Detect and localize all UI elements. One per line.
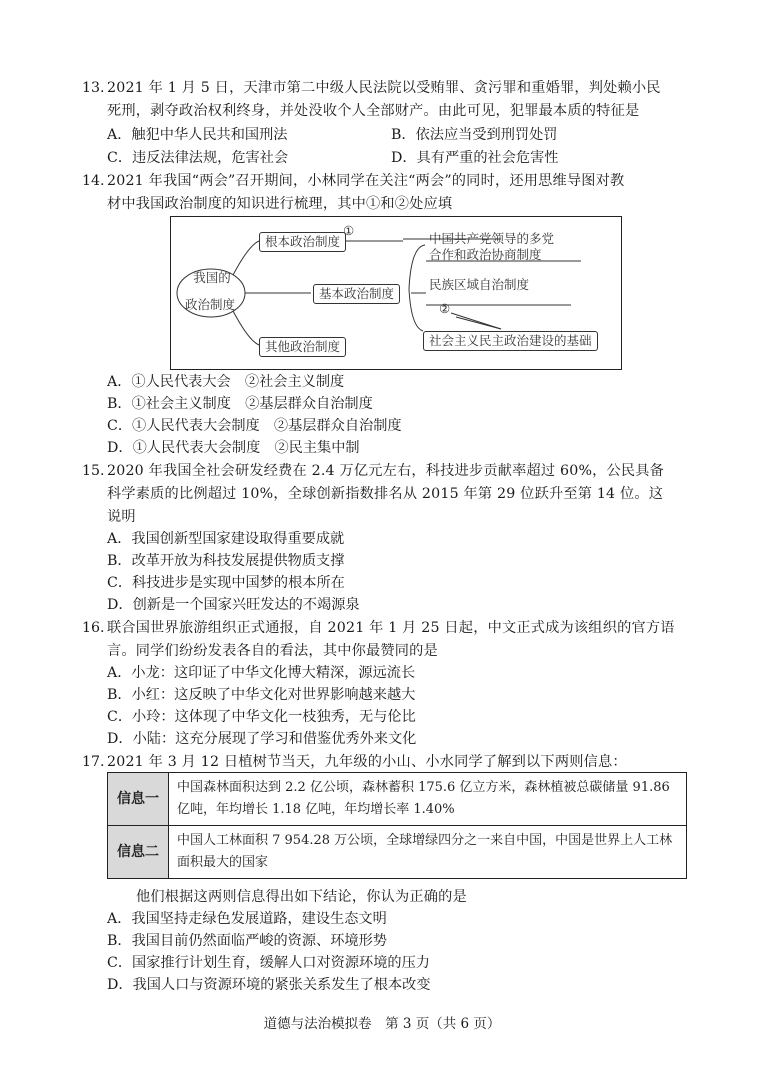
- question-15-number: 15.: [82, 463, 105, 479]
- democracy-foundation-box: 社会主义民主政治建设的基础: [423, 331, 598, 351]
- question-14-option-d: D．①人民代表大会制度 ②民主集中制: [107, 440, 360, 456]
- question-14-option-a: A．①人民代表大会 ②社会主义制度: [107, 374, 345, 390]
- question-14-option-c: C．①人民代表大会制度 ②基层群众自治制度: [107, 418, 402, 434]
- question-16-option-b: B．小红：这反映了中华文化对世界影响越来越大: [107, 687, 416, 703]
- regional-autonomy-label: 民族区域自治制度: [429, 277, 530, 292]
- question-15-line2: 科学素质的比例超过 10%，全球创新指数排名从 2015 年第 29 位跃升至第 14 位。这: [107, 486, 664, 502]
- question-15-line3: 说明: [107, 509, 136, 525]
- question-14-line1: 2021 年我国“两会”召开期间，小林同学在关注“两会”的同时，还用思维导图对教: [107, 173, 625, 189]
- info-2-text: 中国人工林面积 7 954.28 万公顷，全球增绿四分之一来自中国，中国是世界上人工林面积最大的国家: [169, 826, 687, 879]
- question-14-line2: 材中我国政治制度的知识进行梳理，其中①和②处应填: [107, 196, 453, 212]
- question-17-number: 17.: [82, 754, 105, 770]
- question-15-option-d: D．创新是一个国家兴旺发达的不竭源泉: [107, 597, 360, 613]
- question-15-line1: 2020 年我国全社会研发经费在 2.4 万亿元左右，科技进步贡献率超过 60%，公民具备: [107, 463, 665, 479]
- question-14-number: 14.: [82, 173, 105, 189]
- info-2-label: 信息二: [108, 826, 169, 879]
- info-1-text: 中国森林面积达到 2.2 亿公顷，森林蓄积 175.6 亿立方米，森林植被总碳储量 91.86 亿吨，年均增长 1.18 亿吨，年均增长率 1.40%: [169, 773, 687, 826]
- question-15-option-b: B．改革开放为科技发展提供物质支撑: [107, 553, 345, 569]
- center-label-line2: 政治制度: [185, 297, 236, 312]
- question-17-option-a: A．我国坚持走绿色发展道路，建设生态文明: [107, 911, 387, 927]
- question-16-line1: 联合国世界旅游组织正式通报，自 2021 年 1 月 25 日起，中文正式成为该组织的官方语: [107, 620, 675, 636]
- question-17-option-d: D．我国人口与资源环境的紧张关系发生了根本改变: [107, 977, 431, 993]
- blank-1-marker: ①: [343, 223, 355, 238]
- question-13-number: 13.: [82, 80, 105, 96]
- info-table: [107, 772, 687, 879]
- question-15-option-c: C．科技进步是实现中国梦的根本所在: [107, 575, 345, 591]
- question-13-line1: 2021 年 1 月 5 日，天津市第二中级人民法院以受贿罪、贪污罪和重婚罪，判处赖小民: [107, 80, 661, 96]
- page-footer: 道德与法治模拟卷 第 3 页（共 6 页）: [263, 1016, 501, 1032]
- question-16-option-a: A．小龙：这印证了中华文化博大精深，源远流长: [107, 665, 416, 681]
- info-row-1: [108, 773, 687, 826]
- basic-system-box: 基本政治制度: [313, 284, 400, 304]
- question-16-line2: 言。同学们纷纷发表各自的看法，其中你最赞同的是: [107, 643, 438, 659]
- question-16-option-c: C．小玲：这体现了中华文化一枝独秀，无与伦比: [107, 709, 416, 725]
- question-13-option-c: C．违反法律法规，危害社会: [107, 150, 289, 166]
- question-13-option-b: B．依法应当受到刑罚处罚: [391, 127, 558, 143]
- root-system-box: 根本政治制度: [259, 232, 346, 252]
- question-13-option-d: D．具有严重的社会危害性: [391, 150, 559, 166]
- blank-2-marker: ②: [439, 301, 451, 316]
- center-label-line1: 我国的: [193, 270, 231, 285]
- question-17-stem2: 他们根据这两则信息得出如下结论，你认为正确的是: [136, 889, 467, 905]
- question-15-option-a: A．我国创新型国家建设取得重要成就: [107, 531, 345, 547]
- info-row-2: [108, 826, 687, 879]
- info-1-label: 信息一: [108, 773, 169, 826]
- cpc-cooperation-line2: 合作和政治协商制度: [429, 247, 542, 262]
- question-13-line2: 死刑，剥夺政治权利终身，并处没收个人全部财产。由此可见，犯罪最本质的特征是: [107, 103, 640, 119]
- question-17-option-b: B．我国目前仍然面临严峻的资源、环境形势: [107, 933, 387, 949]
- question-16-number: 16.: [82, 620, 105, 636]
- cpc-cooperation-line1: 中国共产党领导的多党: [429, 231, 555, 246]
- question-16-option-d: D．小陆：这充分展现了学习和借鉴优秀外来文化: [107, 731, 417, 747]
- question-14-option-b: B．①社会主义制度 ②基层群众自治制度: [107, 396, 373, 412]
- political-system-mind-map: [170, 216, 622, 370]
- question-17-option-c: C．国家推行计划生育，缓解人口对资源环境的压力: [107, 955, 430, 971]
- question-13-option-a: A．触犯中华人民共和国刑法: [107, 127, 288, 143]
- other-system-box: 其他政治制度: [259, 337, 346, 357]
- question-17-line1: 2021 年 3 月 12 日植树节当天，九年级的小山、小水同学了解到以下两则信息：: [107, 754, 627, 770]
